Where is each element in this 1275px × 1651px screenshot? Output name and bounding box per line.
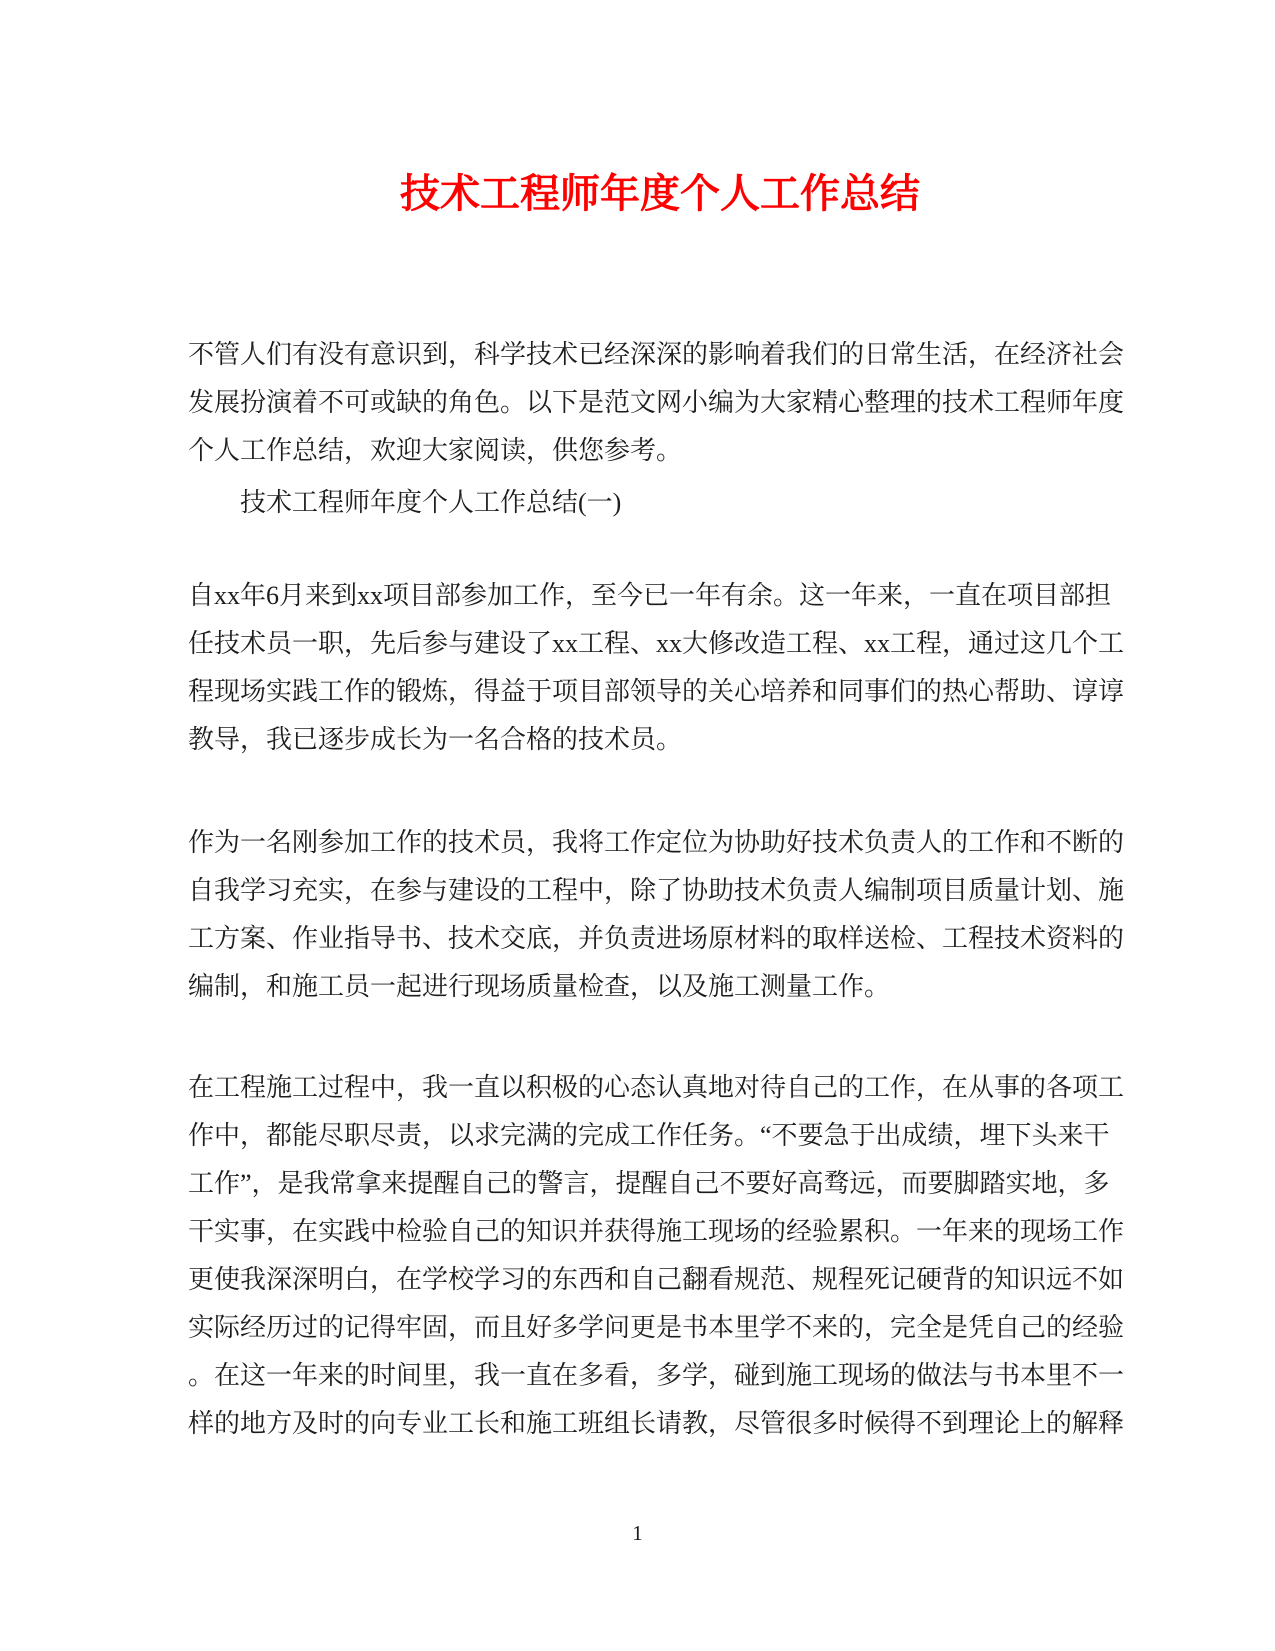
paragraph (188, 572, 1132, 764)
text-line: 实际经历过的记得牢固，而且好多学问更是书本里学不来的，完全是凭自己的经验 (188, 1313, 1125, 1342)
text-line: 发展扮演着不可或缺的角色。以下是范文网小编为大家精心整理的技术工程师年度 (188, 388, 1125, 417)
paragraph (188, 819, 1132, 1011)
document-title (188, 170, 1132, 218)
paragraph (188, 331, 1132, 475)
text-line: 样的地方及时的向专业工长和施工班组长请教，尽管很多时候得不到理论上的解释 (188, 1409, 1125, 1438)
text-line: 作中，都能尽职尽责，以求完满的完成工作任务。“不要急于出成绩，埋下头来干 (188, 1121, 1110, 1150)
text-line: 自我学习充实，在参与建设的工程中，除了协助技术负责人编制项目质量计划、施 (188, 876, 1125, 905)
text-line: 教导，我已逐步成长为一名合格的技术员。 (188, 725, 683, 754)
text-line: 。在这一年来的时间里，我一直在多看，多学，碰到施工现场的做法与书本里不一 (188, 1361, 1125, 1390)
text-line: 工方案、作业指导书、技术交底，并负责进场原材料的取样送检、工程技术资料的 (188, 924, 1125, 953)
text-line: 在工程施工过程中，我一直以积极的心态认真地对待自己的工作，在从事的各项工 (188, 1073, 1125, 1102)
text-line: 工作”，是我常拿来提醒自己的警言，提醒自己不要好高骛远，而要脚踏实地，多 (188, 1169, 1110, 1198)
document-content (188, 0, 1132, 1448)
text-line: 干实事，在实践中检验自己的知识并获得施工现场的经验累积。一年来的现场工作 (188, 1217, 1125, 1246)
page-number: 1 (632, 1521, 643, 1545)
text-line: 程现场实践工作的锻炼，得益于项目部领导的关心培养和同事们的热心帮助、谆谆 (188, 677, 1125, 706)
text-line: 自xx年6月来到xx项目部参加工作，至今已一年有余。这一年来，一直在项目部担 (188, 581, 1112, 610)
text-line: 更使我深深明白，在学校学习的东西和自己翻看规范、规程死记硬背的知识远不如 (188, 1265, 1125, 1294)
paragraph (188, 1064, 1132, 1448)
text-line: 编制，和施工员一起进行现场质量检查，以及施工测量工作。 (188, 972, 891, 1001)
text-line: 不管人们有没有意识到，科学技术已经深深的影响着我们的日常生活，在经济社会 (188, 340, 1125, 369)
text-line: 个人工作总结，欢迎大家阅读，供您参考。 (188, 436, 683, 465)
text-line: 技术工程师年度个人工作总结 (400, 171, 920, 216)
text-line: 任技术员一职，先后参与建设了xx工程、xx大修改造工程、xx工程，通过这几个工 (188, 629, 1125, 658)
text-line: 作为一名刚参加工作的技术员，我将工作定位为协助好技术负责人的工作和不断的 (188, 828, 1125, 857)
section-subheading (188, 479, 1132, 527)
text-line: 技术工程师年度个人工作总结(一) (240, 488, 622, 517)
